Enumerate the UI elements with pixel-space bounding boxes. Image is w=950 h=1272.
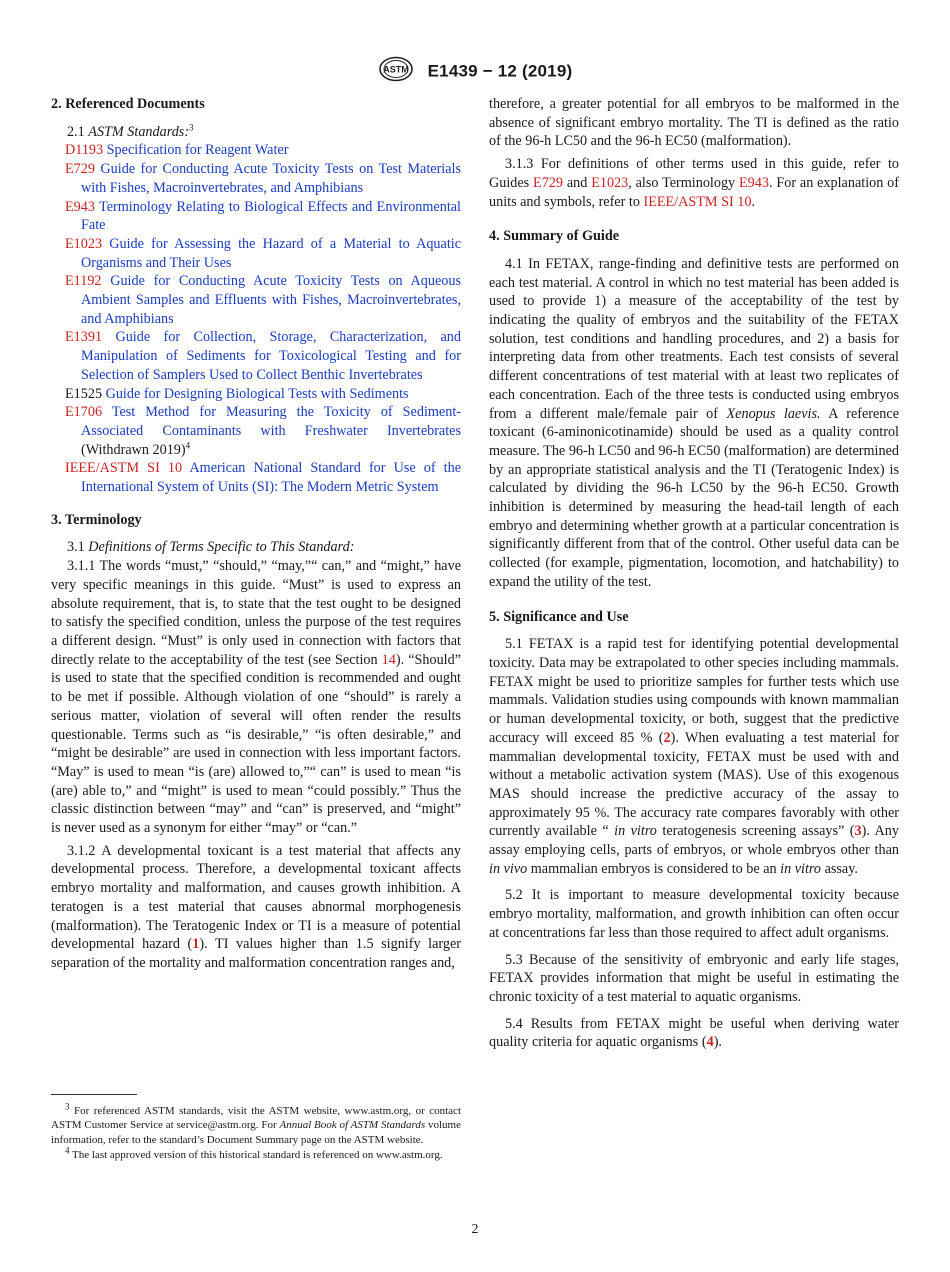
svg-text:ASTM: ASTM [382, 64, 409, 75]
left-column [51, 95, 461, 973]
footnotes [51, 1101, 461, 1163]
footnote-divider [51, 1094, 137, 1095]
ref-link-si10[interactable]: IEEE/ASTM SI 10 [643, 193, 752, 210]
page-number: 2 [471, 1222, 479, 1237]
ref-item[interactable]: E1525 Guide for Designing Biological Tests with Sediments [65, 385, 409, 402]
ref-link-e943[interactable]: E943 [739, 174, 769, 191]
section-5-title: 5. Significance and Use [489, 608, 629, 625]
section-2-title: 2. Referenced Documents [51, 96, 205, 112]
right-column [489, 95, 899, 1052]
ref-item[interactable]: E1192 Guide for Conducting Acute Toxicity Tests on Aqueous Ambient Samples and Effluents with Fishes, Macroinvertebrates, and Amphibians [65, 273, 461, 327]
citation-link[interactable]: 2 [663, 729, 671, 746]
page-header [0, 56, 950, 87]
section-3-1-2: 3.1.2 A developmental toxicant is a test material that affects any developmental process. Therefore, a developmental toxicant affects embryo mortality and malformation, and causes growth inhibition. A teratogen is a test material that causes abnormal morphogenesis (malformation). The Teratogenic Index or TI is a measure of potential developmental hazard (1). TI values higher than 1.5 signify larger separation of the mortality and malformation concentration ranges and, [51, 842, 462, 971]
section-3-1-2-continued: therefore, a greater potential for all embryos to be malformed in the absence of significant embryo mortality. The TI is defined as the ratio of the 96-h LC50 and the 96-h EC50 (malformation). [489, 96, 899, 150]
referenced-documents-list [51, 141, 461, 496]
ref-link-e729[interactable]: E729 [533, 174, 563, 191]
citation-link[interactable]: 4 [706, 1034, 714, 1051]
section-4-title: 4. Summary of Guide [489, 228, 620, 245]
section-3-1-1: 3.1.1 The words “must,” “should,” “may,”“ can,” and “might,” have very specific meanings in this guide. “Must” is used to express an absolute requirement, that is, to state that the test ought to be designed to satisfy the specified condition, unless the purpose of the test requires a different design. “Must” is only used in connection with factors that directly relate to the acceptability of the test (see Section 14). “Should” is used to state that the specified condition is recommended and ought to be met if possible. Although violation of one “should” is rarely a serious matter, violation of several will often render the results questionable. Terms such as “is desirable,” “is often desirable,” and “might be desirable” are used in connection with less important factors. “May” is used to mean “is (are) allowed to,”“ can” is used to mean “is (are) able to,” and “might” is used to mean “could possibly.” Thus the classic distinction between “may” and “can” is preserved, and “might” is never used as a synonym for either “may” or “can.” [51, 558, 461, 837]
citation-link[interactable]: 1 [192, 936, 200, 953]
section-5-4: 5.4 Results from FETAX might be useful when deriving water quality criteria for aquatic organisms (4). [489, 1015, 899, 1051]
section-3-1-3: 3.1.3 For definitions of other terms used in this guide, refer to Guides E729 and E1023, also Terminology E943. For an explanation of units and symbols, refer to IEEE/ASTM SI 10. [489, 156, 899, 210]
section-2-1: 2.1 ASTM Standards:$^3$ [67, 121, 194, 140]
ref-item[interactable]: E729 Guide for Conducting Acute Toxicity Tests on Test Materials with Fishes, Macroinvertebrates, and Amphibians [65, 161, 461, 196]
citation-link[interactable]: 3 [854, 823, 862, 840]
footnote-3: $^3$ For referenced ASTM standards, visit the ASTM website, www.astm.org, or contact ASTM Customer Service at service@astm.org. For Annual Book of ASTM Standards volume information, refer to the standard’s Document Summary page on the ASTM website. [51, 1101, 461, 1146]
ref-item[interactable]: E1023 Guide for Assessing the Hazard of a Material to Aquatic Organisms and Their Uses [65, 235, 462, 271]
section-5-1: 5.1 FETAX is a rapid test for identifying potential developmental toxicity. Data may be extrapolated to other species including mammals. FETAX might be used to prioritize samples for further tests which use mammals. Validation studies using compounds with known mammalian or human developmental toxicity, or both, suggest that the predictive accuracy will exceed 85 % (2). When evaluating a test material for mammalian developmental toxicity, FETAX must be used with and without a metabolic activation system (MAS). Use of this exogenous MAS should increase the predictive accuracy of the assay to approximately 95 %. The accuracy rate compares favorably with other currently available “ in vitro teratogenesis screening assays” (3). Any assay employing cells, parts of embryos, or whole embryos other than in vivo mammalian embryos is considered to be an in vitro assay. [489, 636, 899, 877]
section-5-2: 5.2 It is important to measure developmental toxicity because embryo mortality, malformation, and growth inhibition can often occur at concentrations far less than those required to affect adult organisms. [489, 887, 899, 941]
ref-item[interactable]: D1193 Specification for Reagent Water [65, 142, 289, 159]
ref-item[interactable]: E1706 Test Method for Measuring the Toxicity of Sediment-Associated Contaminants with Freshwater Invertebrates (Withdrawn 2019)$^4$ [65, 404, 461, 458]
section-14-link[interactable]: 14 [381, 651, 396, 668]
section-3-title: 3. Terminology [51, 511, 142, 528]
ref-item[interactable]: IEEE/ASTM SI 10 American National Standard for Use of the International System of Units (SI): The Modern Metric System [65, 460, 462, 496]
footnote-4: $^4$ The last approved version of this historical standard is referenced on www.astm.org. [65, 1145, 443, 1161]
ref-item[interactable]: E943 Terminology Relating to Biological Effects and Environmental Fate [65, 198, 461, 234]
ref-item[interactable]: E1391 Guide for Collection, Storage, Characterization, and Manipulation of Sediments for Toxicological Testing and for Selection of Samplers Used to Collect Benthic Invertebrates [65, 329, 461, 383]
section-3-1: 3.1 Definitions of Terms Specific to This Standard: [67, 539, 355, 556]
standard-designation: E1439 − 12 (2019) [427, 61, 573, 81]
ref-link-e1023[interactable]: E1023 [591, 174, 629, 191]
astm-logo [378, 56, 414, 87]
section-4-1: 4.1 In FETAX, range-finding and definitive tests are performed on each test material. A control in which no test material has been added is used to provide 1) a measure of the acceptability of the test by indicating the quality of embryos and the suitability of the FETAX solution, test conditions and handling procedures, and 2) a basis for interpreting data from other treatments. Each test consists of several different concentrations of test material with at least two replicates of each concentration. Each of the three tests is conducted using embryos from a different male/female pair of Xenopus laevis. A reference toxicant (6-aminonicotinamide) should be used as a quality control measure. The 96-h LC50 and 96-h EC50 (malformation) are determined by an appropriate statistical analysis and the TI (Teratogenic Index) is calculated by dividing the 96-h LC50 by the 96-h EC50. Growth inhibition is determined by measuring the head-tail length of each embryo and determining whether growth at a particular concentration is significantly different from that of the control. Other useful data can be collected (for example, pigmentation, locomotion, and hatchability) to expand the utility of the test. [489, 255, 899, 590]
section-5-3: 5.3 Because of the sensitivity of embryonic and early life stages, FETAX provides information that might be useful in estimating the chronic toxicity of a test material to aquatic organisms. [489, 951, 899, 1005]
